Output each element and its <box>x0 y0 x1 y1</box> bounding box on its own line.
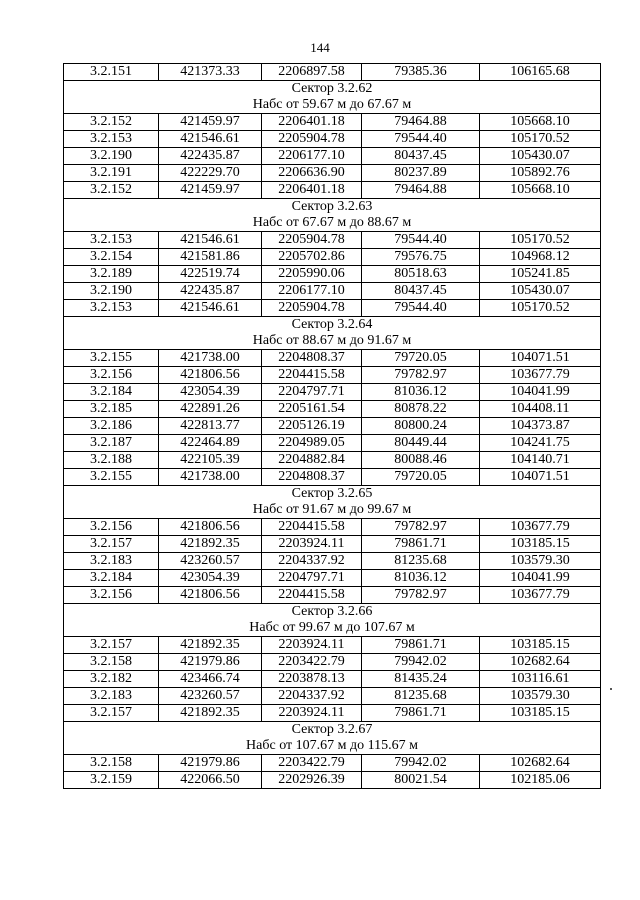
coord-y-cell: 2204797.71 <box>262 570 362 587</box>
coord-x2-cell: 80800.24 <box>362 418 480 435</box>
table-row <box>64 64 601 81</box>
coord-y2-cell: 104373.87 <box>480 418 601 435</box>
coord-x2-cell: 79782.97 <box>362 367 480 384</box>
coord-y2-cell: 106165.68 <box>480 64 601 81</box>
sector-range-row <box>64 738 601 755</box>
sector-title-row <box>64 486 601 503</box>
point-id-cell: 3.2.157 <box>64 536 159 553</box>
table-row <box>64 553 601 570</box>
coord-x-cell: 421738.00 <box>159 469 262 486</box>
coord-x2-cell: 79861.71 <box>362 536 480 553</box>
coord-x2-cell: 80237.89 <box>362 165 480 182</box>
coord-x-cell: 421979.86 <box>159 654 262 671</box>
sector-range: Набс от 59.67 м до 67.67 м <box>64 97 601 114</box>
point-id-cell: 3.2.158 <box>64 755 159 772</box>
coord-y2-cell: 103677.79 <box>480 519 601 536</box>
coord-y2-cell: 104241.75 <box>480 435 601 452</box>
coord-x-cell: 422519.74 <box>159 266 262 283</box>
coord-x-cell: 421546.61 <box>159 232 262 249</box>
coord-y2-cell: 104071.51 <box>480 350 601 367</box>
coordinates-table <box>63 63 601 789</box>
coord-y-cell: 2203878.13 <box>262 671 362 688</box>
coord-x-cell: 422891.26 <box>159 401 262 418</box>
coord-x2-cell: 80437.45 <box>362 283 480 300</box>
coord-y-cell: 2203924.11 <box>262 637 362 654</box>
coord-y2-cell: 105668.10 <box>480 182 601 199</box>
coord-y-cell: 2204337.92 <box>262 688 362 705</box>
coord-y2-cell: 103677.79 <box>480 587 601 604</box>
coord-y2-cell: 105892.76 <box>480 165 601 182</box>
table-row <box>64 705 601 722</box>
coord-y2-cell: 102682.64 <box>480 654 601 671</box>
table-row <box>64 452 601 469</box>
coord-y-cell: 2204415.58 <box>262 367 362 384</box>
coord-x-cell: 421459.97 <box>159 182 262 199</box>
coord-x2-cell: 79720.05 <box>362 350 480 367</box>
coord-x-cell: 421581.86 <box>159 249 262 266</box>
coord-x-cell: 421979.86 <box>159 755 262 772</box>
coord-y-cell: 2204797.71 <box>262 384 362 401</box>
coord-y2-cell: 105668.10 <box>480 114 601 131</box>
coord-x-cell: 421806.56 <box>159 519 262 536</box>
coord-y-cell: 2204808.37 <box>262 469 362 486</box>
coord-x-cell: 422813.77 <box>159 418 262 435</box>
coord-y-cell: 2205990.06 <box>262 266 362 283</box>
point-id-cell: 3.2.189 <box>64 266 159 283</box>
scan-speck <box>610 688 612 690</box>
point-id-cell: 3.2.190 <box>64 283 159 300</box>
coord-x2-cell: 81036.12 <box>362 384 480 401</box>
point-id-cell: 3.2.156 <box>64 367 159 384</box>
table-row <box>64 114 601 131</box>
table-row <box>64 570 601 587</box>
table-row <box>64 688 601 705</box>
coord-x-cell: 423054.39 <box>159 384 262 401</box>
table-row <box>64 283 601 300</box>
coord-y2-cell: 104041.99 <box>480 570 601 587</box>
coord-x-cell: 423054.39 <box>159 570 262 587</box>
table-row <box>64 587 601 604</box>
coord-y-cell: 2205702.86 <box>262 249 362 266</box>
coord-y2-cell: 102682.64 <box>480 755 601 772</box>
point-id-cell: 3.2.159 <box>64 772 159 789</box>
table-row <box>64 249 601 266</box>
coord-y2-cell: 103677.79 <box>480 367 601 384</box>
coord-y-cell: 2205904.78 <box>262 300 362 317</box>
table-row <box>64 300 601 317</box>
point-id-cell: 3.2.153 <box>64 131 159 148</box>
table-row <box>64 772 601 789</box>
table-row <box>64 148 601 165</box>
coord-x-cell: 422464.89 <box>159 435 262 452</box>
coord-x2-cell: 79782.97 <box>362 519 480 536</box>
coord-y-cell: 2203924.11 <box>262 536 362 553</box>
sector-title: Сектор 3.2.63 <box>64 199 601 216</box>
coord-x2-cell: 79544.40 <box>362 300 480 317</box>
coordinates-table-body <box>64 64 601 789</box>
coord-x-cell: 421546.61 <box>159 131 262 148</box>
coord-x2-cell: 79720.05 <box>362 469 480 486</box>
point-id-cell: 3.2.156 <box>64 587 159 604</box>
coord-y-cell: 2202926.39 <box>262 772 362 789</box>
coord-y-cell: 2204882.84 <box>262 452 362 469</box>
coord-y2-cell: 103579.30 <box>480 553 601 570</box>
table-row <box>64 418 601 435</box>
sector-title-row <box>64 81 601 98</box>
coord-y-cell: 2203422.79 <box>262 654 362 671</box>
sector-title: Сектор 3.2.66 <box>64 604 601 621</box>
point-id-cell: 3.2.153 <box>64 300 159 317</box>
table-row <box>64 755 601 772</box>
coord-x2-cell: 79782.97 <box>362 587 480 604</box>
coord-x-cell: 423260.57 <box>159 688 262 705</box>
table-row <box>64 469 601 486</box>
coord-x-cell: 423260.57 <box>159 553 262 570</box>
point-id-cell: 3.2.184 <box>64 570 159 587</box>
point-id-cell: 3.2.186 <box>64 418 159 435</box>
sector-title-row <box>64 722 601 739</box>
coord-y-cell: 2203422.79 <box>262 755 362 772</box>
coord-y-cell: 2206636.90 <box>262 165 362 182</box>
point-id-cell: 3.2.154 <box>64 249 159 266</box>
coord-y2-cell: 105430.07 <box>480 148 601 165</box>
page-number: 144 <box>310 40 330 55</box>
point-id-cell: 3.2.156 <box>64 519 159 536</box>
coord-y2-cell: 103185.15 <box>480 705 601 722</box>
coord-x2-cell: 79385.36 <box>362 64 480 81</box>
point-id-cell: 3.2.184 <box>64 384 159 401</box>
coord-y-cell: 2203924.11 <box>262 705 362 722</box>
point-id-cell: 3.2.187 <box>64 435 159 452</box>
coord-y2-cell: 105170.52 <box>480 131 601 148</box>
coord-x2-cell: 79576.75 <box>362 249 480 266</box>
point-id-cell: 3.2.153 <box>64 232 159 249</box>
point-id-cell: 3.2.183 <box>64 553 159 570</box>
point-id-cell: 3.2.155 <box>64 350 159 367</box>
sector-range: Набс от 88.67 м до 91.67 м <box>64 333 601 350</box>
table-row <box>64 367 601 384</box>
coord-x-cell: 421373.33 <box>159 64 262 81</box>
coord-x-cell: 421892.35 <box>159 705 262 722</box>
coord-y-cell: 2206897.58 <box>262 64 362 81</box>
coord-x2-cell: 80437.45 <box>362 148 480 165</box>
table-row <box>64 637 601 654</box>
coord-y-cell: 2204808.37 <box>262 350 362 367</box>
sector-range: Набс от 91.67 м до 99.67 м <box>64 502 601 519</box>
coord-x2-cell: 79942.02 <box>362 755 480 772</box>
coord-x2-cell: 79464.88 <box>362 182 480 199</box>
coord-x-cell: 421806.56 <box>159 587 262 604</box>
point-id-cell: 3.2.191 <box>64 165 159 182</box>
coord-x2-cell: 80088.46 <box>362 452 480 469</box>
coord-y2-cell: 104408.11 <box>480 401 601 418</box>
sector-title: Сектор 3.2.65 <box>64 486 601 503</box>
coord-x-cell: 422435.87 <box>159 148 262 165</box>
coord-x2-cell: 79544.40 <box>362 131 480 148</box>
table-row <box>64 435 601 452</box>
sector-title-row <box>64 199 601 216</box>
table-row <box>64 519 601 536</box>
coord-x-cell: 423466.74 <box>159 671 262 688</box>
coord-x-cell: 421546.61 <box>159 300 262 317</box>
sector-range-row <box>64 620 601 637</box>
sector-range: Набс от 99.67 м до 107.67 м <box>64 620 601 637</box>
coord-x-cell: 421738.00 <box>159 350 262 367</box>
coord-x2-cell: 80878.22 <box>362 401 480 418</box>
coord-y-cell: 2205904.78 <box>262 232 362 249</box>
coord-y2-cell: 105170.52 <box>480 232 601 249</box>
coord-y-cell: 2204415.58 <box>262 587 362 604</box>
coord-y-cell: 2204415.58 <box>262 519 362 536</box>
coord-x-cell: 421459.97 <box>159 114 262 131</box>
point-id-cell: 3.2.151 <box>64 64 159 81</box>
point-id-cell: 3.2.152 <box>64 182 159 199</box>
table-row <box>64 266 601 283</box>
coord-x2-cell: 80518.63 <box>362 266 480 283</box>
coord-y2-cell: 105241.85 <box>480 266 601 283</box>
coord-y-cell: 2205904.78 <box>262 131 362 148</box>
table-row <box>64 182 601 199</box>
coord-y2-cell: 103185.15 <box>480 536 601 553</box>
coord-x2-cell: 81235.68 <box>362 553 480 570</box>
coord-y2-cell: 104968.12 <box>480 249 601 266</box>
sector-range-row <box>64 333 601 350</box>
sector-title: Сектор 3.2.62 <box>64 81 601 98</box>
table-row <box>64 384 601 401</box>
coord-y2-cell: 102185.06 <box>480 772 601 789</box>
point-id-cell: 3.2.152 <box>64 114 159 131</box>
sector-title: Сектор 3.2.64 <box>64 317 601 334</box>
coord-x-cell: 421892.35 <box>159 536 262 553</box>
point-id-cell: 3.2.190 <box>64 148 159 165</box>
coord-y-cell: 2206401.18 <box>262 182 362 199</box>
coord-x-cell: 422105.39 <box>159 452 262 469</box>
table-row <box>64 232 601 249</box>
table-row <box>64 350 601 367</box>
table-row <box>64 536 601 553</box>
coord-x2-cell: 79464.88 <box>362 114 480 131</box>
coord-x2-cell: 81036.12 <box>362 570 480 587</box>
coord-x2-cell: 79861.71 <box>362 705 480 722</box>
coord-y2-cell: 105170.52 <box>480 300 601 317</box>
coord-x-cell: 421892.35 <box>159 637 262 654</box>
coord-x2-cell: 79942.02 <box>362 654 480 671</box>
point-id-cell: 3.2.183 <box>64 688 159 705</box>
sector-range-row <box>64 97 601 114</box>
sector-range-row <box>64 215 601 232</box>
point-id-cell: 3.2.185 <box>64 401 159 418</box>
coord-y2-cell: 103579.30 <box>480 688 601 705</box>
table-row <box>64 671 601 688</box>
sector-range-row <box>64 502 601 519</box>
sector-title-row <box>64 604 601 621</box>
sector-title: Сектор 3.2.67 <box>64 722 601 739</box>
coord-y2-cell: 104140.71 <box>480 452 601 469</box>
coord-y-cell: 2206177.10 <box>262 148 362 165</box>
coord-x2-cell: 80021.54 <box>362 772 480 789</box>
coord-y2-cell: 104041.99 <box>480 384 601 401</box>
coord-y2-cell: 105430.07 <box>480 283 601 300</box>
table-row <box>64 401 601 418</box>
coord-y-cell: 2205126.19 <box>262 418 362 435</box>
coord-x-cell: 421806.56 <box>159 367 262 384</box>
point-id-cell: 3.2.157 <box>64 705 159 722</box>
table-row <box>64 654 601 671</box>
sector-range: Набс от 67.67 м до 88.67 м <box>64 215 601 232</box>
coord-y-cell: 2204989.05 <box>262 435 362 452</box>
coord-x-cell: 422066.50 <box>159 772 262 789</box>
coord-x2-cell: 79544.40 <box>362 232 480 249</box>
point-id-cell: 3.2.188 <box>64 452 159 469</box>
point-id-cell: 3.2.158 <box>64 654 159 671</box>
point-id-cell: 3.2.157 <box>64 637 159 654</box>
coord-x2-cell: 81435.24 <box>362 671 480 688</box>
coord-x2-cell: 79861.71 <box>362 637 480 654</box>
coord-y-cell: 2204337.92 <box>262 553 362 570</box>
table-row <box>64 165 601 182</box>
coord-y-cell: 2206401.18 <box>262 114 362 131</box>
coord-y2-cell: 104071.51 <box>480 469 601 486</box>
coord-x-cell: 422229.70 <box>159 165 262 182</box>
coord-y2-cell: 103116.61 <box>480 671 601 688</box>
coord-y-cell: 2205161.54 <box>262 401 362 418</box>
coord-y-cell: 2206177.10 <box>262 283 362 300</box>
coord-x-cell: 422435.87 <box>159 283 262 300</box>
coord-x2-cell: 81235.68 <box>362 688 480 705</box>
sector-range: Набс от 107.67 м до 115.67 м <box>64 738 601 755</box>
coord-x2-cell: 80449.44 <box>362 435 480 452</box>
sector-title-row <box>64 317 601 334</box>
point-id-cell: 3.2.182 <box>64 671 159 688</box>
point-id-cell: 3.2.155 <box>64 469 159 486</box>
coord-y2-cell: 103185.15 <box>480 637 601 654</box>
table-row <box>64 131 601 148</box>
